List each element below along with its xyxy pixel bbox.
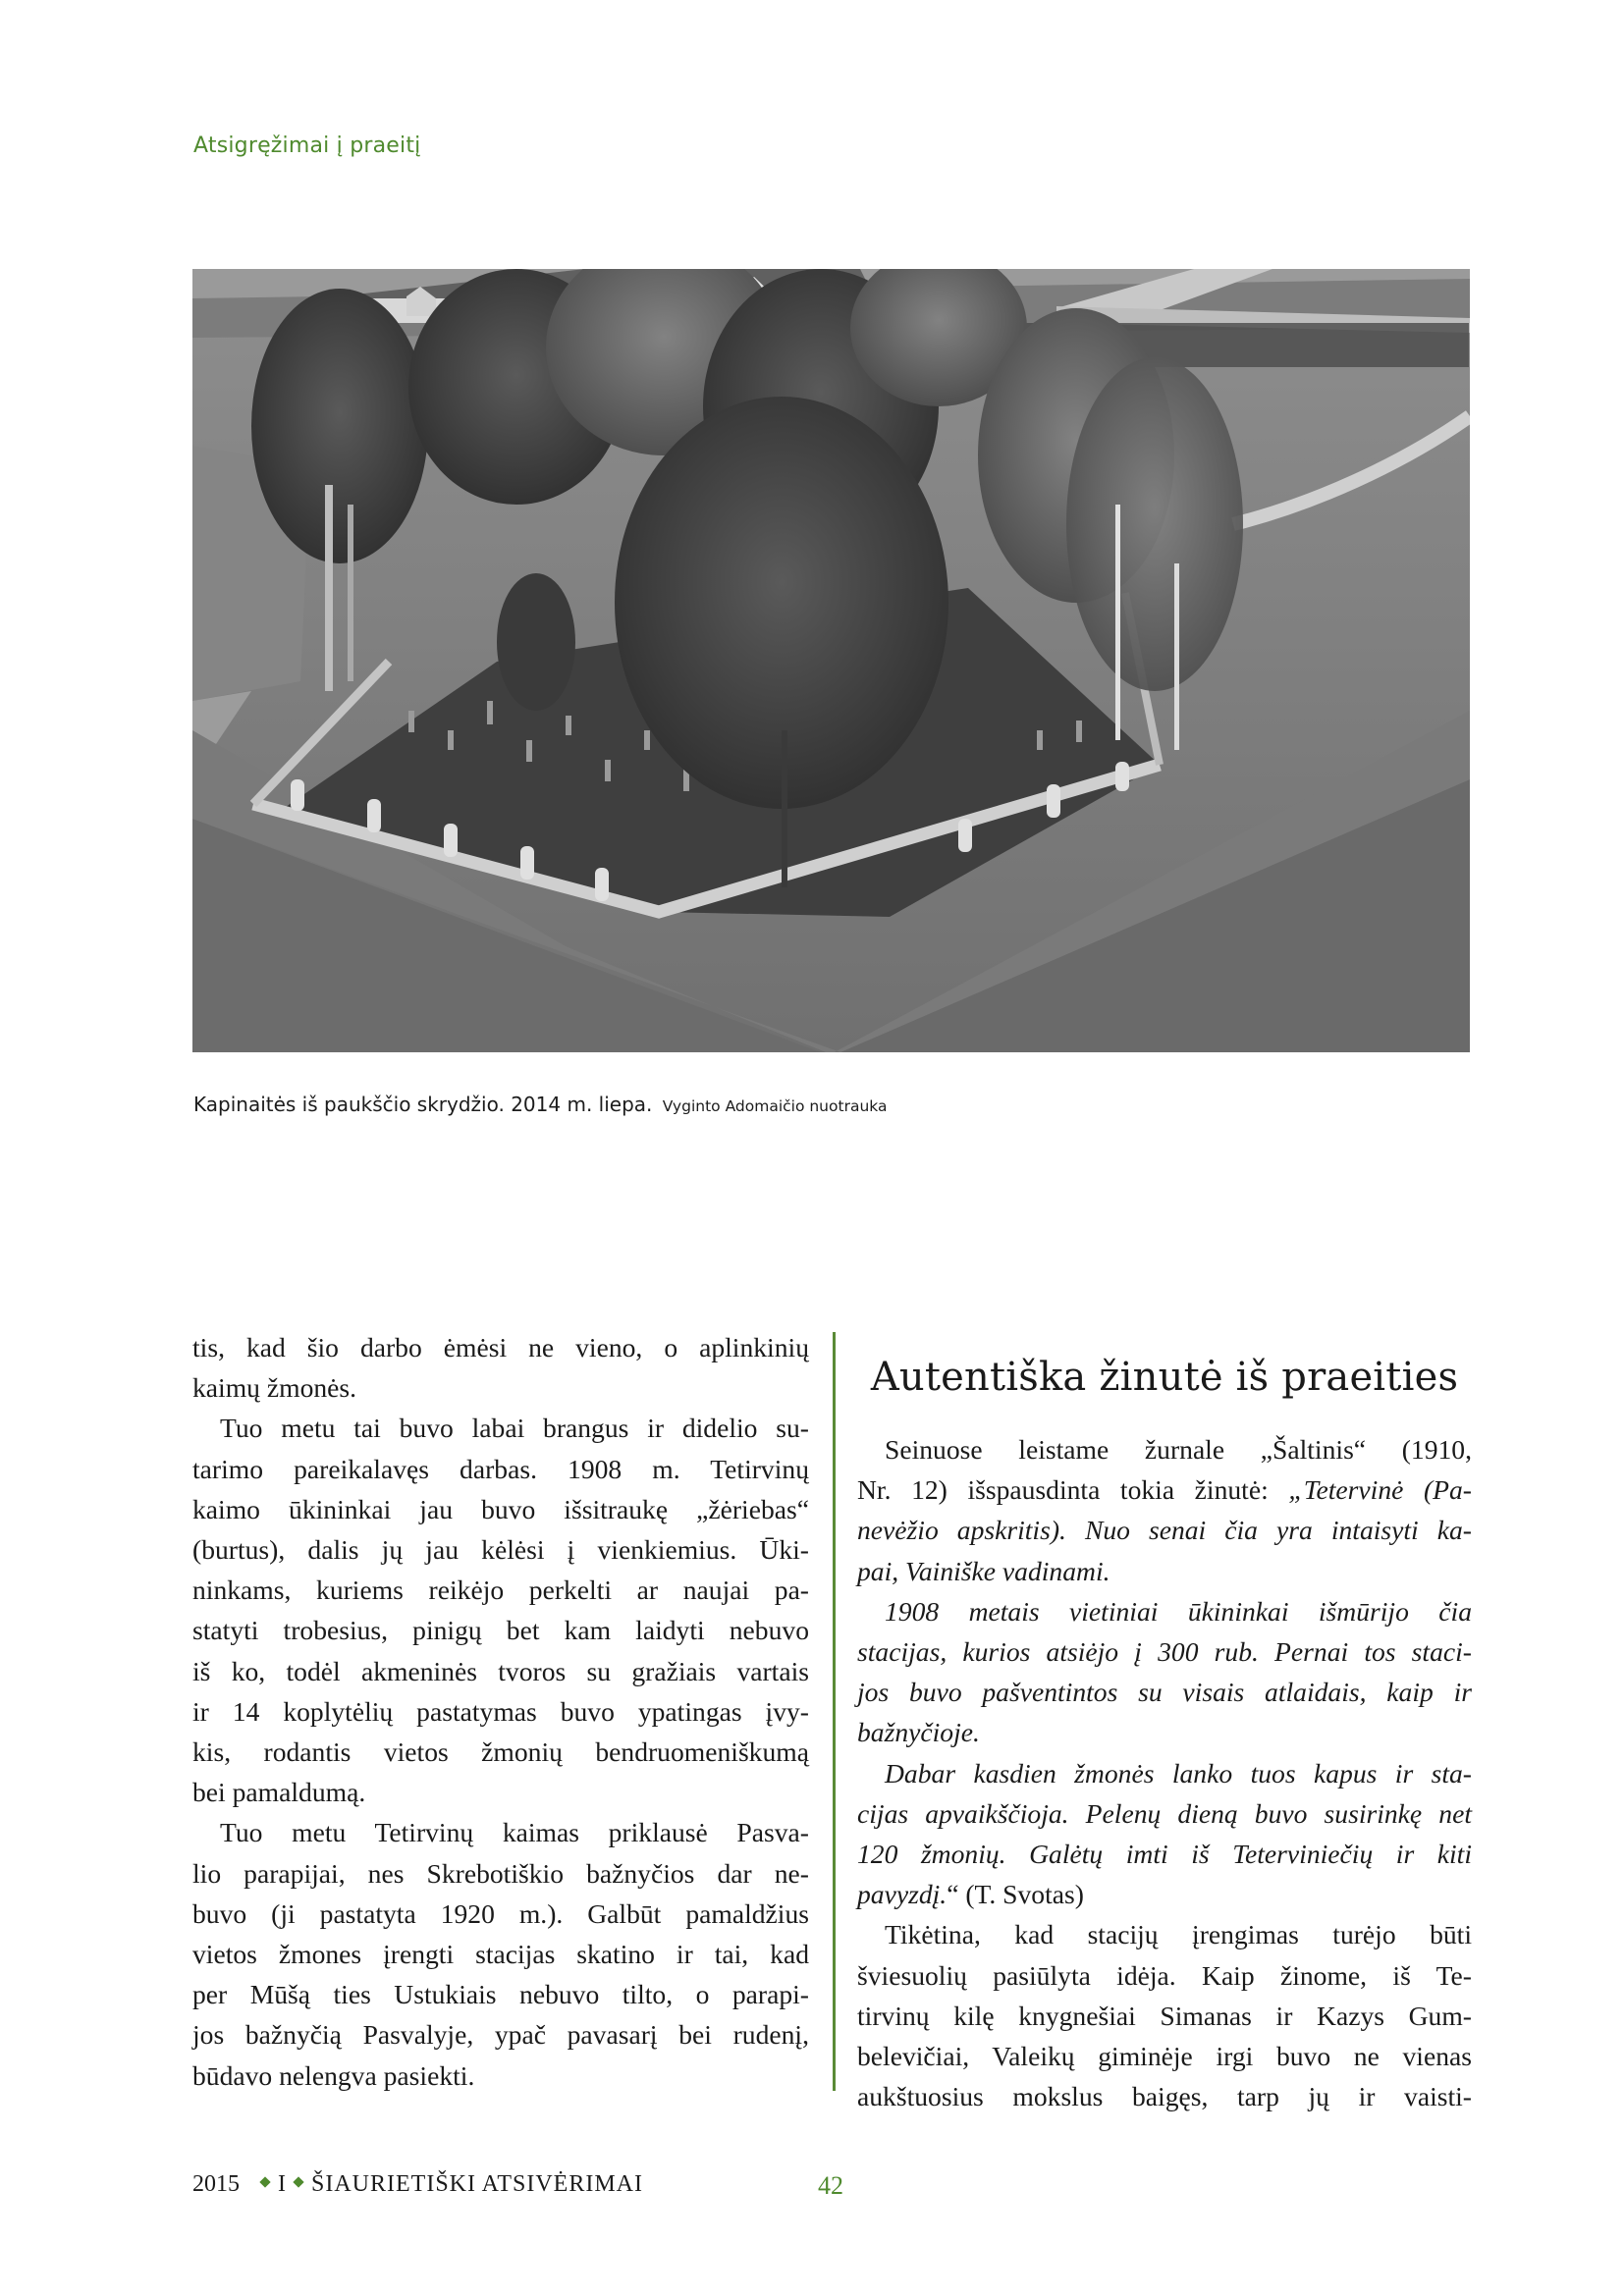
text-line [857, 1469, 1472, 1510]
footer-issue: I [278, 2171, 286, 2197]
text-line [857, 1429, 1472, 1469]
body-text: aukštuosius mokslus baigęs, tarp jų ir vaisti- [857, 2081, 1472, 2112]
text-line [857, 1914, 1472, 1954]
text-line: Tuo metu Tetirvinų kaimas priklausė Pasva- [220, 1817, 809, 1848]
quoted-text: 1908 metais vietiniai ūkininkai išmūrijo čia [885, 1595, 1472, 1627]
text-line: jos bažnyčią Pasvalyje, ypač pavasarį bei rudenį, [192, 2019, 809, 2051]
text-line: lio parapijai, nes Skrebotiškio bažnyčios dar ne- [192, 1857, 809, 1889]
diamond-bullet-icon [293, 2176, 303, 2187]
quoted-text: bažnyčioje. [857, 1717, 980, 1748]
text-line: ninkams, kuriems reikėjo perkelti ar naujai pa- [192, 1575, 809, 1606]
text-line [857, 1631, 1472, 1672]
left-column-text [192, 1327, 809, 2096]
running-head: Atsigręžimai į praeitį [193, 133, 421, 158]
quoted-text: nevėžio apskritis). Nuo senai čia yra intaisyti ka- [857, 1515, 1472, 1546]
photo-credit: Vyginto Adomaičio nuotrauka [662, 1097, 888, 1115]
right-column-text [857, 1429, 1472, 2116]
text-line: kaimo ūkininkai jau buvo išsitraukę „žėriebas“ [192, 1493, 809, 1524]
text-line [857, 1510, 1472, 1550]
text-line: Tuo metu tai buvo labai brangus ir didelio su- [220, 1413, 809, 1444]
text-line: per Mūšą ties Ustukiais nebuvo tilto, o parapi- [192, 1979, 809, 2010]
body-text: tirvinų kilę knygnešiai Simanas ir Kazys Gum- [857, 2000, 1472, 2031]
footer-journal-title: ŠIAURIETIŠKI ATSIVĖRIMAI [311, 2171, 643, 2197]
body-text: Nr. 12) išspausdinta tokia žinutė: [857, 1474, 1289, 1506]
diamond-bullet-icon [259, 2176, 270, 2187]
text-line: ir 14 koplytėlių pastatymas buvo ypatingas įvy- [192, 1695, 809, 1727]
text-line: bei pamaldumą. [192, 1777, 366, 1808]
quoted-text: pai, Vainiške vadinami. [857, 1555, 1110, 1586]
text-line [857, 1591, 1472, 1631]
column-divider [833, 1332, 836, 2091]
text-line [857, 1874, 1472, 1914]
caption-text: Kapinaitės iš paukščio skrydžio. 2014 m. liepa. [193, 1093, 653, 1116]
text-line: statyti trobesius, pinigų bet kam laidyti nebuvo [192, 1615, 809, 1646]
text-line: (burtus), dalis jų jau kėlėsi į vienkiemius. Ūki- [192, 1534, 809, 1566]
text-line [857, 1753, 1472, 1793]
text-line: kaimų žmonės. [192, 1372, 357, 1404]
text-line [857, 2076, 1472, 2116]
text-line [857, 2036, 1472, 2076]
figure-caption [193, 1093, 887, 1116]
body-text: “ (T. Svotas) [947, 1879, 1084, 1910]
photo-illustration [192, 269, 1470, 1052]
page-number: 42 [818, 2171, 843, 2200]
text-line [857, 1834, 1472, 1874]
quoted-text: cijas apvaikščioja. Pelenų dieną buvo susirinkę net [857, 1797, 1472, 1829]
body-text: Tikėtina, kad stacijų įrengimas turėjo būti [885, 1919, 1472, 1950]
text-line: kis, rodantis vietos žmonių bendruomeniškumą [192, 1736, 809, 1768]
text-line: tarimo pareikalavęs darbas. 1908 m. Tetirvinų [192, 1453, 809, 1484]
body-text: belevičiai, Valeikų giminėje irgi buvo ne vienas [857, 2041, 1472, 2072]
text-line [857, 1672, 1472, 1712]
quoted-text: pavyzdį. [857, 1879, 947, 1910]
section-heading: Autentiška žinutė iš praeities [870, 1355, 1459, 1401]
text-line [857, 1996, 1472, 2036]
quoted-text: jos buvo pašventintos su visais atlaidais, kaip ir [857, 1677, 1472, 1708]
quoted-text: Dabar kasdien žmonės lanko tuos kapus ir sta- [885, 1757, 1472, 1789]
text-line [857, 1551, 1472, 1591]
cemetery-aerial-photo [192, 269, 1470, 1052]
body-text: šviesuolių pasiūlyta idėja. Kaip žinome, iš Te- [857, 1959, 1472, 1991]
quoted-text: 120 žmonių. Galėtų imti iš Teterviniečių ir kiti [857, 1839, 1472, 1870]
text-line: tis, kad šio darbo ėmėsi ne vieno, o aplinkinių [192, 1332, 809, 1362]
footer [192, 2171, 643, 2207]
text-line [857, 1793, 1472, 1834]
quoted-text: „Tetervinė (Pa- [1288, 1474, 1472, 1506]
text-line: vietos žmones įrengti stacijas skatino ir tai, kad [192, 1939, 809, 1970]
body-text: Seinuose leistame žurnale „Šaltinis“ (1910, [885, 1434, 1472, 1465]
quoted-text: stacijas, kurios atsiėjo į 300 rub. Pernai tos staci- [857, 1636, 1472, 1668]
text-line: būdavo nelengva pasiekti. [192, 2059, 475, 2091]
text-line: buvo (ji pastatyta 1920 m.). Galbūt pamaldžius [192, 1897, 809, 1929]
text-line [857, 1955, 1472, 1996]
text-line: iš ko, todėl akmeninės tvoros su gražiais vartais [192, 1655, 809, 1686]
footer-year: 2015 [192, 2171, 240, 2197]
text-line [857, 1712, 1472, 1752]
